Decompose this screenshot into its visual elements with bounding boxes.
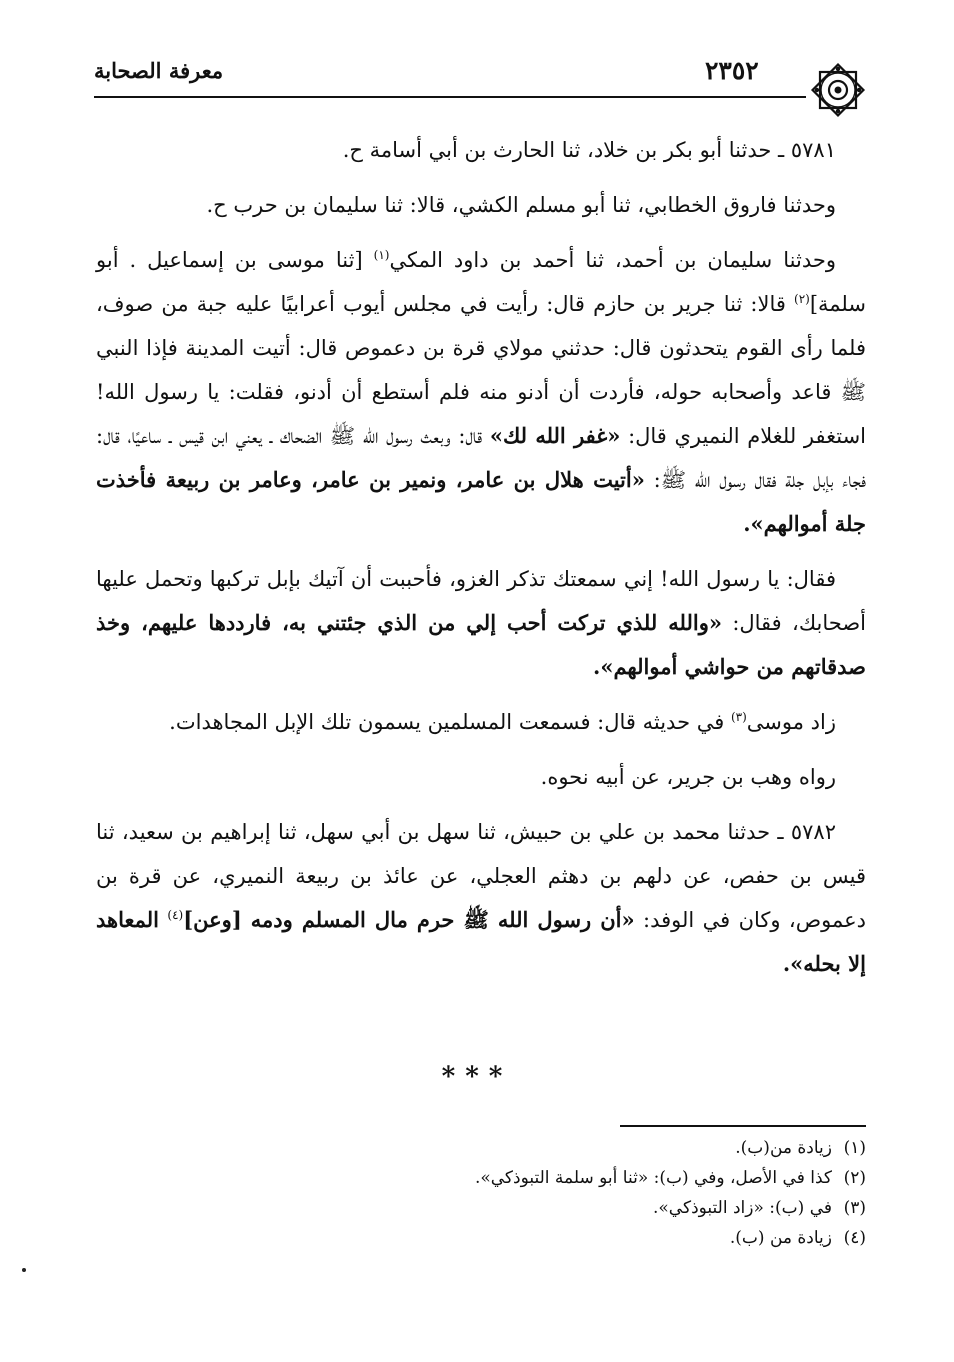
footnote-ref-2[interactable]: (٢) [794,292,810,306]
hadith-5781-riwaya: رواه وهب بن جرير، عن أبيه نحوه. [540,765,836,789]
octagonal-star-ornament-icon [806,58,870,122]
main-text [96,128,866,997]
footnote-4: (٤)زيادة من (ب). [729,1228,866,1248]
footnote-rule [620,1125,866,1127]
footnote-3: (٣)في (ب): «زاد التبوذكي». [653,1198,866,1218]
section-separator: *** [441,1062,513,1092]
footnote-ref-4[interactable]: (٤) [167,908,184,922]
footnote-ref-3[interactable]: (٣) [730,710,747,724]
hadith-5781-isnad-2: وحدثنا فاروق الخطابي، ثنا أبو مسلم الكشي، قالا: ثنا سليمان بن حرب ح. [206,193,836,217]
hadith-5781-isnad-1: ٥٧٨١ ـ حدثنا أبو بكر بن خلاد، ثنا الحارث بن أبي أسامة ح. [342,138,836,162]
hadith-5781-continuation: فقال: يا رسول الله! إني سمعتك تذكر الغزو، فأحببت أن آتيك بإبل تركبها وتحمل عليها أصحابك، فقال: «والله للذي تركت أحب إلي من الذي جئتني به، فارددها عليهم، وخذ صدقاتهم من حواشي أموالهم». [96,567,866,679]
footnote-ref-1[interactable]: (١) [373,248,390,262]
footnote-1: (١)زيادة من(ب). [735,1138,866,1158]
page-number: ٢٣٥٢ [705,56,759,85]
hadith-5781-addition: زاد موسى$^{(٣)}$ في حديثه قال: فسمعت المسلمين يسمون تلك الإبل المجاهدات. [169,710,836,734]
running-title: معرفة الصحابة [94,58,224,83]
header-rule [94,96,806,98]
hadith-5781-narration: وحدثنا سليمان بن أحمد، ثنا أحمد بن داود المكي$^{(١)}$ [ثنا موسى بن إسماعيل . أبو سلمة]$^{(٢)}$ قالا: ثنا جرير بن حازم قال: رأيت في مجلس أيوب أعرابيًا عليه جبة من صوف، فلما رأى القوم يتحدثون قال: حدثني مولاي قرة بن دعموص قال: أتيت المدينة فإذا النبي ﷺ قاعد وأصحابه حوله، فأردت أن أدنو منه فلم أستطع أن أدنو، فقلت: يا رسول الله! استغفر للغلام النميري قال: «غفر الله لك» قال: وبعث رسول الله ﷺ الضحاك ـ يعني ابن قيس ـ ساعيًا، قال: فجاء بإبل جلة فقال رسول الله ﷺ: «أتيت هلال بن عامر، ونمير بن عامر، وعامر بن ربيعة فأخذت جلة أموالهم». [96,248,866,536]
footnote-2: (٢)كذا في الأصل، وفي (ب): «ثنا أبو سلمة التبوذكي». [474,1168,866,1188]
scan-speck [22,1268,26,1272]
footnotes [300,1133,866,1253]
hadith-5782: ٥٧٨٢ ـ حدثنا محمد بن علي بن حبيش، ثنا سهل بن أبي سهل، ثنا إبراهيم بن سعيد، ثنا قيس بن حفص، عن دلهم بن دهثم العجلي، عن عائذ بن ربيعة النميري، عن قرة بن دعموص، وكان في الوفد: «أن رسول الله ﷺ حرم مال المسلم ودمه [وعن]$^{(٤)}$ المعاهد إلا بحله». [96,820,866,976]
